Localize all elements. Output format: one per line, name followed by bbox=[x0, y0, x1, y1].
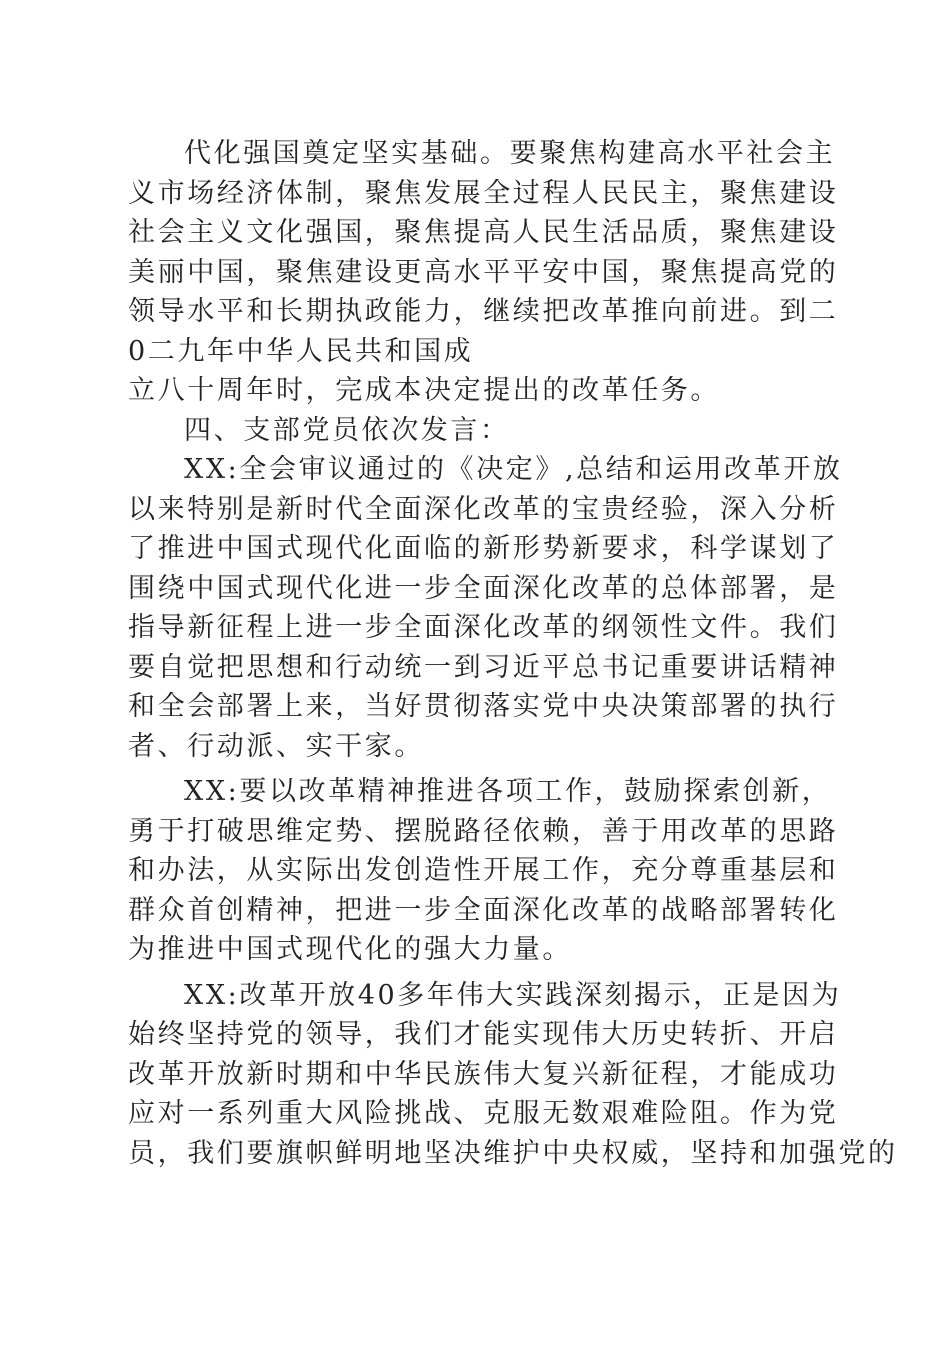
document-body bbox=[128, 134, 898, 1173]
text-line: 义市场经济体制，聚焦发展全过程人民民主，聚焦建设 bbox=[128, 177, 839, 209]
section-heading-text: 四、支部党员依次发言： bbox=[184, 414, 510, 446]
text-line: 员，我们要旗帜鲜明地坚决维护中央权威，坚持和加强党的 bbox=[128, 1137, 898, 1169]
text-line: 勇于打破思维定势、摆脱路径依赖，善于用改革的思路 bbox=[128, 815, 839, 847]
text-line: 改革开放新时期和中华民族伟大复兴新征程，才能成功 bbox=[128, 1058, 839, 1090]
text-line: 社会主义文化强国，聚焦提高人民生活品质，聚焦建设 bbox=[128, 217, 839, 248]
text-line: 群众首创精神，把进一步全面深化改革的战略部署转化 bbox=[128, 894, 839, 926]
text-line: 指导新征程上进一步全面深化改革的纲领性文件。我们 bbox=[128, 612, 839, 643]
text-line: 为推进中国式现代化的强大力量。 bbox=[128, 934, 572, 965]
text-line: 者、行动派、实干家。 bbox=[128, 730, 424, 762]
section-heading bbox=[128, 411, 820, 451]
text-line: 了推进中国式现代化面临的新形势新要求，科学谋划了 bbox=[128, 533, 839, 564]
speech-paragraph-2 bbox=[128, 772, 839, 970]
text-line: 领导水平和长期执政能力，继续把改革推向前进。到二 bbox=[128, 296, 839, 327]
text-line: 始终坚持党的领导，我们才能实现伟大历史转折、开启 bbox=[128, 1019, 839, 1050]
text-line: 立八十周年时，完成本决定提出的改革任务。 bbox=[128, 375, 720, 406]
text-line: 和全会部署上来，当好贯彻落实党中央决策部署的执行 bbox=[128, 691, 839, 722]
text-line: 0二九年中华人民共和国成 bbox=[128, 335, 474, 367]
text-line: 美丽中国，聚焦建设更高水平平安中国，聚焦提高党的 bbox=[128, 256, 839, 288]
text-line: 代化强国奠定坚实基础。要聚焦构建高水平社会主 bbox=[184, 138, 836, 169]
text-line: 应对一系列重大风险挑战、克服无数艰难险阻。作为党 bbox=[128, 1098, 839, 1129]
text-line: 和办法，从实际出发创造性开展工作，充分尊重基层和 bbox=[128, 855, 839, 886]
speech-paragraph-1 bbox=[128, 450, 843, 766]
text-line: XX:改革开放40多年伟大实践深刻揭示，正是因为 bbox=[184, 979, 842, 1011]
text-line: XX:全会审议通过的《决定》,总结和运用改革开放 bbox=[184, 454, 843, 485]
speech-paragraph-3 bbox=[128, 976, 898, 1174]
text-line: 要自觉把思想和行动统一到习近平总书记重要讲话精神 bbox=[128, 651, 839, 683]
text-line: 以来特别是新时代全面深化改革的宝贵经验，深入分析 bbox=[128, 493, 839, 525]
paragraph-continuation bbox=[128, 134, 839, 411]
text-line: XX:要以改革精神推进各项工作，鼓励探索创新， bbox=[184, 776, 832, 807]
text-line: 围绕中国式现代化进一步全面深化改革的总体部署，是 bbox=[128, 572, 839, 604]
